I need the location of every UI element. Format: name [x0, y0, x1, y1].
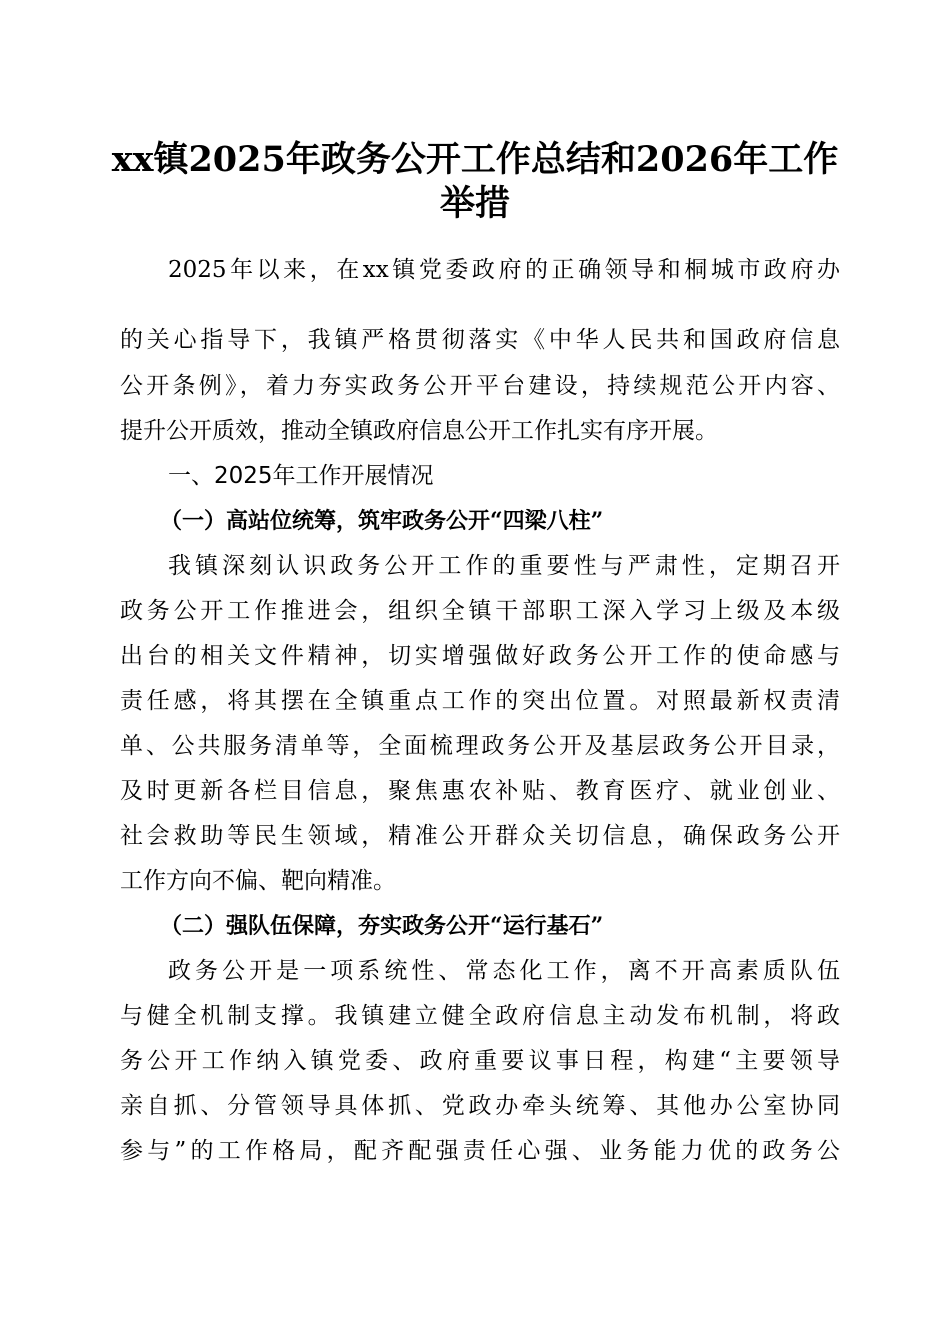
body-line: 责任感，将其摆在全镇重点工作的突出位置。对照最新权责清 [120, 688, 840, 714]
body-line: 我镇深刻认识政务公开工作的重要性与严肃性，定期召开 [168, 553, 840, 579]
body-line: 及时更新各栏目信息，聚焦惠农补贴、教育医疗、就业创业、 [120, 778, 840, 804]
body-line: 社会救助等民生领域，精准公开群众关切信息，确保政务公开 [120, 823, 840, 849]
body-line: 务公开工作纳入镇党委、政府重要议事日程，构建“主要领导 [120, 1048, 840, 1074]
body-line: 出台的相关文件精神，切实增强做好政务公开工作的使命感与 [120, 643, 840, 669]
document-title-line-1: xx镇2025年政务公开工作总结和2026年工作 [111, 139, 839, 180]
body-line: 工作方向不偏、靶向精准。 [120, 868, 396, 894]
body-line: 与健全机制支撑。我镇建立健全政府信息主动发布机制，将政 [120, 1003, 840, 1029]
intro-line: 的关心指导下，我镇严格贯彻落实《中华人民共和国政府信息 [120, 327, 840, 353]
document-title-line-2: 举措 [439, 183, 510, 224]
intro-line: 提升公开质效，推动全镇政府信息公开工作扎实有序开展。 [120, 418, 718, 444]
body-line: 政务公开是一项系统性、常态化工作，离不开高素质队伍 [168, 958, 840, 984]
intro-line: 公开条例》，着力夯实政务公开平台建设，持续规范公开内容、 [120, 373, 840, 399]
body-line: 政务公开工作推进会，组织全镇干部职工深入学习上级及本级 [120, 598, 840, 624]
body-line: 亲自抓、分管领导具体抓、党政办牵头统筹、其他办公室协同 [120, 1093, 840, 1119]
body-line: 单、公共服务清单等，全面梳理政务公开及基层政务公开目录， [120, 733, 840, 759]
section-heading: 一、2025年工作开展情况 [168, 463, 434, 489]
subsection-heading: （二）强队伍保障，夯实政务公开“运行基石” [160, 913, 604, 939]
intro-line: 2025年以来，在xx镇党委政府的正确领导和桐城市政府办 [168, 257, 840, 283]
subsection-heading: （一）高站位统筹，筑牢政务公开“四梁八柱” [160, 508, 604, 534]
body-line: 参与”的工作格局，配齐配强责任心强、业务能力优的政务公 [120, 1138, 840, 1164]
